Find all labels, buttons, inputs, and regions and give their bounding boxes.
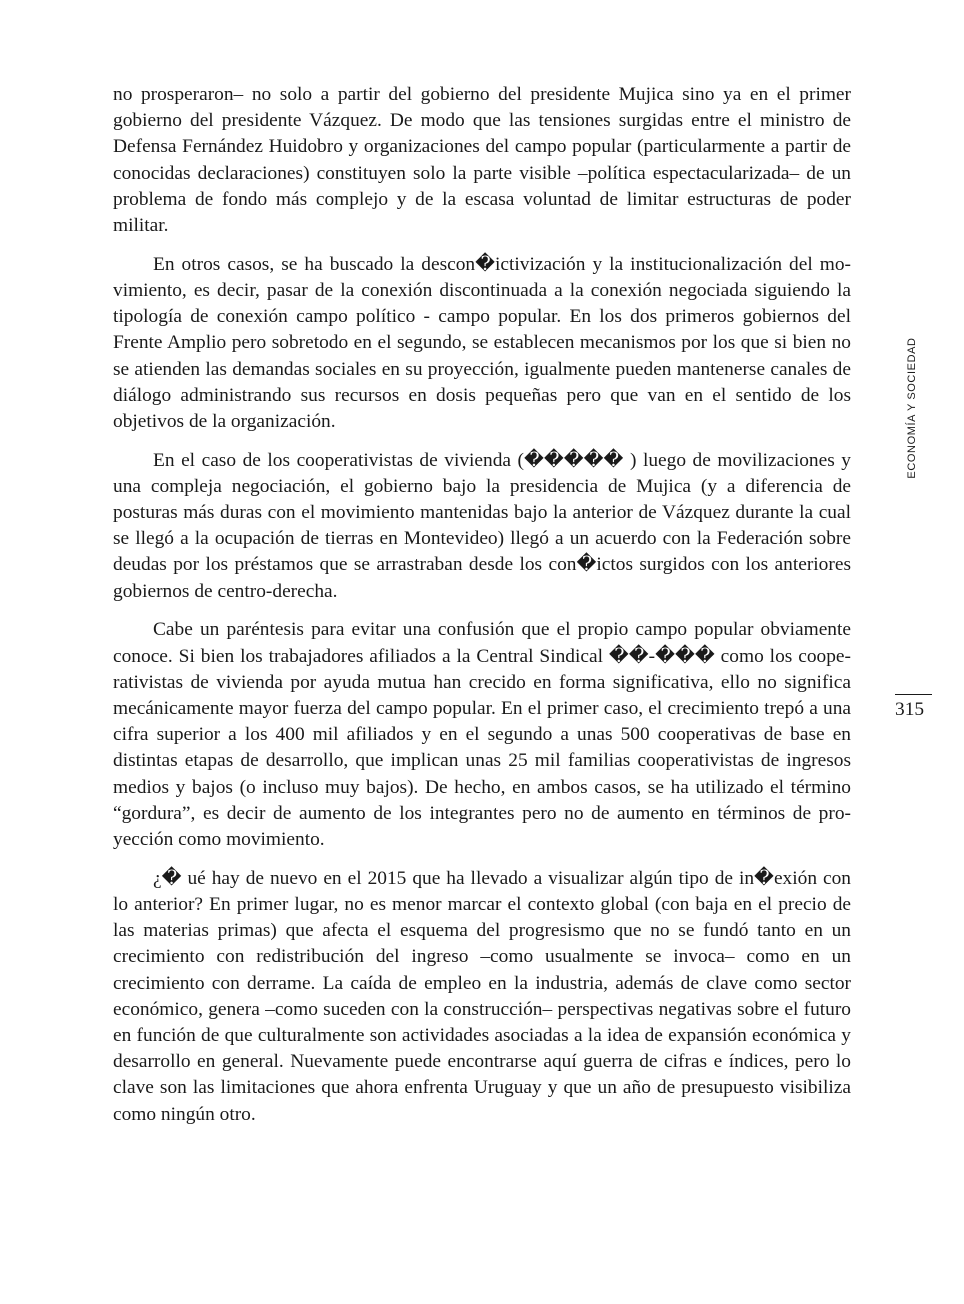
paragraph-4: Cabe un paréntesis para evitar una confusión que el propio campo popular obviamente conoce. Si bien los trabajadores afiliados a la Central Sindical ��-��� como los cooperativistas de vivienda por ayuda mutua han crecido en forma significativa, ello no significa mecánicamente mayor fuerza del campo popular. En el primer caso, el crecimiento trepó a una cifra superior a los 400 mil afiliados y en el segundo a unas 500 cooperativas de base en distintas etapas de desarrollo, que implican unas 25 mil familias cooperativistas de ingresos medios y bajos (o incluso muy bajos). De hecho, en ambos casos, se ha utilizado el término “gordura”, es decir de aumento de los integrantes pero no de aumento en términos de proyección como movimiento. xyxy=(113,619,851,850)
folio-rule xyxy=(895,694,932,695)
paragraph-2: En otros casos, se ha buscado la descon�ictivización y la institucionalización del movimiento, es decir, pasar de la conexión discontinuada a la conexión negociada siguiendo la tipología de conexión campo político - campo popular. En los dos primeros gobiernos del Frente Amplio pero sobretodo en el segundo, se establecen mecanismos por los que si bien no se atienden las demandas sociales en su proyección, igualmente pueden mantenerse canales de diálogo administrando sus recursos en dosis pequeñas pero que van en el sentido de los objetivos de la organización. xyxy=(113,253,851,432)
paragraph-5: ¿� ué hay de nuevo en el 2015 que ha llevado a visualizar algún tipo de in�exión con lo anterior? En primer lugar, no es menor marcar el contexto global (con baja en el precio de las materias primas) que afecta el esquema del progresismo que no se fundó tanto en un crecimiento con redistribución del ingreso –como usualmente se invoca– como en un crecimiento con derrame. La caída de empleo en la industria, además de clave como sector económico, genera –como suceden con la construcción– perspectivas negativas sobre el futuro en función de que culturalmente son actividades asociadas a la idea de expansión económica y desarrollo en general. Nuevamente puede encontrarse aquí guerra de cifras e índices, pero lo clave son las limitaciones que ahora enfrenta Uruguay y que un año de presupuesto visibiliza como ningún otro. xyxy=(113,867,851,1125)
page-number: 315 xyxy=(895,699,925,720)
running-head: ECONOMÍA Y SOCIEDAD xyxy=(906,337,918,479)
body-text xyxy=(113,82,851,1140)
paragraph-3: En el caso de los cooperativistas de vivienda (����� ) luego de movilizaciones y una compleja negociación, el gobierno bajo la presidencia de Mujica (y a diferencia de posturas más duras con el movimiento mantenidas bajo la anterior de Vázquez durante la cual se llegó a la ocupación de tierras en Montevideo) llegó a un acuerdo con la Federación sobre deudas por los préstamos que se arrastraban desde los con�ictos surgidos con los anteriores gobiernos de centro-derecha. xyxy=(113,449,851,602)
paragraph-1: no prosperaron– no solo a partir del gobierno del presidente Mujica sino ya en el primer gobierno del presidente Vázquez. De modo que las tensiones surgidas entre el ministro de Defensa Fernández Huidobro y organizaciones del campo popular (particularmente a partir de conocidas declaraciones) constituyen solo la parte visible –política espectacularizada– de un problema de fondo más complejo y de la escasa voluntad de limitar estructuras de poder militar. xyxy=(113,84,851,237)
